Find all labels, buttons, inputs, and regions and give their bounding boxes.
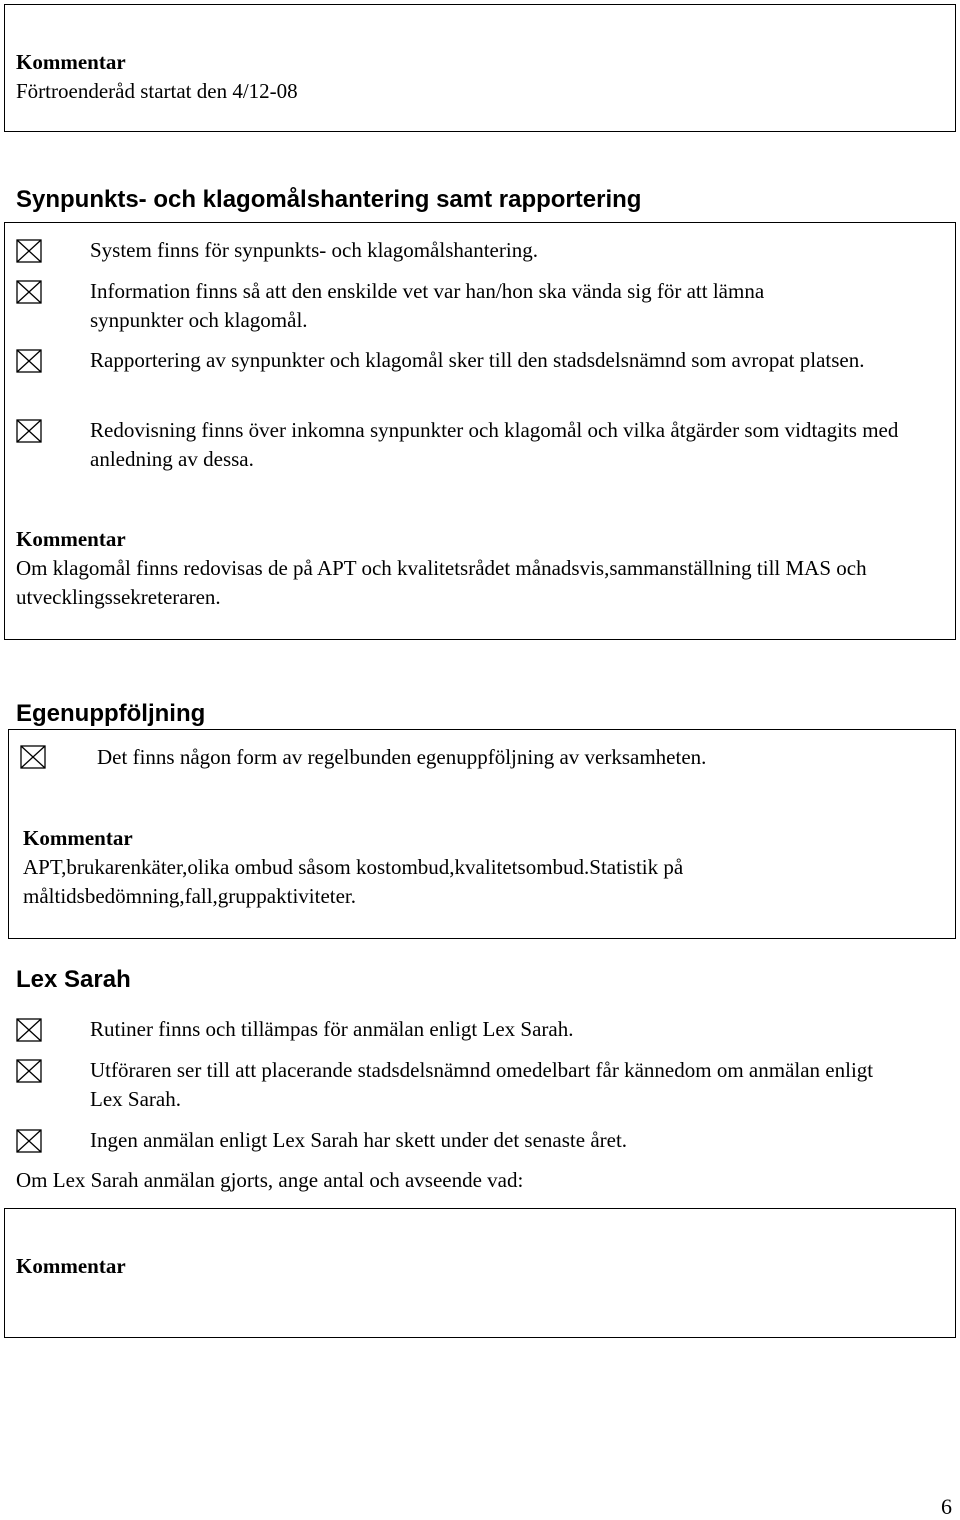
checked-checkbox-icon[interactable] xyxy=(16,239,42,263)
comment-label: Kommentar xyxy=(16,50,126,74)
checklist-item-text: Rutiner finns och tillämpas för anmälan enligt Lex Sarah. xyxy=(90,1017,574,1041)
comment-label: Kommentar xyxy=(16,1254,126,1278)
checklist-item-text: Redovisning finns över inkomna synpunkter och klagomål och vilka åtgärder som vidtagits med anledning av dessa. xyxy=(90,418,899,471)
comment-text[interactable]: Om klagomål finns redovisas de på APT och kvalitetsrådet månadsvis,sammanställning till MAS och utvecklingssekreteraren. xyxy=(16,556,867,609)
section-heading-feedback: Synpunkts- och klagomålshantering samt rapportering xyxy=(16,186,642,213)
checklist-item-text: System finns för synpunkts- och klagomålshantering. xyxy=(90,238,538,262)
comment-text[interactable] xyxy=(16,1281,936,1310)
checklist-item-text: Ingen anmälan enligt Lex Sarah har skett under det senaste året. xyxy=(90,1128,628,1152)
comment-box xyxy=(4,1208,956,1338)
comment-box xyxy=(4,4,956,132)
comment-text[interactable]: Förtroenderåd startat den 4/12-08 xyxy=(16,79,298,103)
checklist-item-text: Rapportering av synpunkter och klagomål sker till den stadsdelsnämnd som avropat platsen. xyxy=(90,348,865,372)
checked-checkbox-icon[interactable] xyxy=(16,1129,42,1153)
comment-label: Kommentar xyxy=(16,527,126,551)
section-heading-follow-up: Egenuppföljning xyxy=(16,700,206,727)
checked-checkbox-icon[interactable] xyxy=(16,280,42,304)
checklist-item-text: Utföraren ser till att placerande stadsdelsnämnd omedelbart får kännedom om anmälan enligt Lex Sarah. xyxy=(90,1058,874,1111)
page-number: 6 xyxy=(941,1494,952,1519)
checked-checkbox-icon[interactable] xyxy=(16,1018,42,1042)
checked-checkbox-icon[interactable] xyxy=(16,1059,42,1083)
comment-text[interactable]: APT,brukarenkäter,olika ombud såsom kostombud,kvalitetsombud.Statistik på måltidsbedömning,fall,gruppaktiviteter. xyxy=(23,855,684,908)
checked-checkbox-icon[interactable] xyxy=(16,419,42,443)
checklist-item-text: Information finns så att den enskilde vet var han/hon ska vända sig för att lämna synpunkter och klagomål. xyxy=(90,279,765,332)
checked-checkbox-icon[interactable] xyxy=(20,745,46,769)
lex-sarah-question: Om Lex Sarah anmälan gjorts, ange antal och avseende vad: xyxy=(16,1168,524,1192)
section-heading-lex-sarah: Lex Sarah xyxy=(16,966,131,993)
comment-label: Kommentar xyxy=(23,826,133,850)
checked-checkbox-icon[interactable] xyxy=(16,349,42,373)
checklist-item-text: Det finns någon form av regelbunden egenuppföljning av verksamheten. xyxy=(97,745,707,769)
